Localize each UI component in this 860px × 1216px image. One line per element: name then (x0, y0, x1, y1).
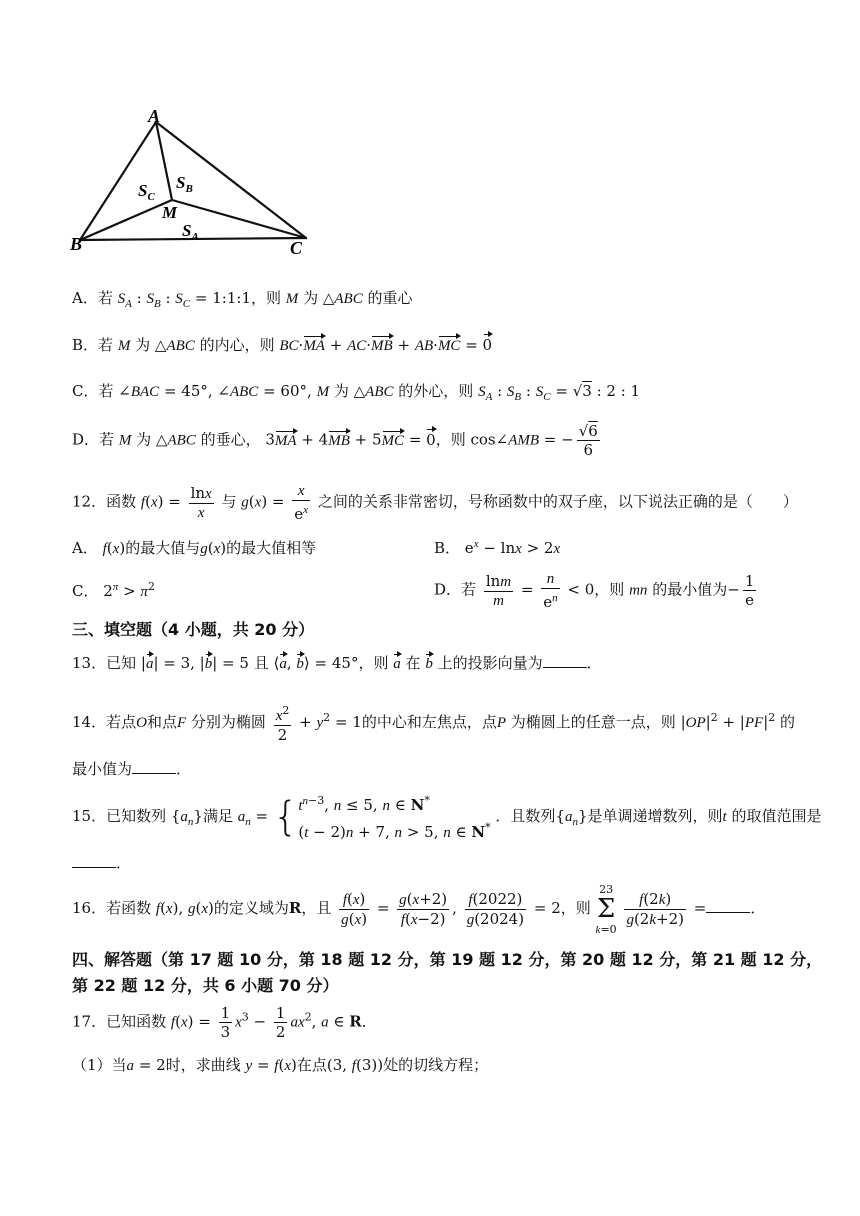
answer-blank[interactable] (132, 761, 176, 774)
section-3-title: 三、填空题（4 小题，共 20 分） (72, 620, 315, 639)
q11-option-c: C．若 ∠BAC = 45°, ∠ABC = 60°, M 为 △ABC 的外心，则 $S_A$ : $S_B$ : $S_C = √3$ : 2 : 1 (72, 382, 641, 403)
area-sa-label: $S_A$ (182, 221, 199, 243)
q12-option-d: D．若 $\frac{\ln m}{m}$ = $\frac{n}{e^n}$ < 0，则 mn 的最小值为− $\frac{1}{e}$ (434, 571, 755, 611)
q16: 16．若函数 f(x), g(x)的定义域为R，且 $\frac{f(x)}{g(x)}$ = $\frac{g(x+2)}{f(x-2)}$ , $\frac{f(2022)}{g(2024)}$ = 2，则 23 Σ k=0 $\frac{f(2k)}{g(2k+2)}$ = ． (72, 883, 766, 936)
triangle-figure (70, 100, 320, 260)
q17-part1: （1）当a = 2时，求曲线 y = f(x)在点(3, f(3))处的切线方程； (72, 1056, 489, 1074)
answer-blank[interactable] (72, 855, 116, 868)
q17-stem: 17．已知函数 f(x) = $\frac{1}{3}$ $x^3$ − $\frac{1}{2}$ $ax^2$, a ∈ R． (72, 1004, 377, 1041)
section-4-title-line1: 四、解答题（第 17 题 10 分，第 18 题 12 分，第 19 题 12 分，第 20 题 12 分，第 21 题 12 分， (72, 950, 823, 969)
q15-line2: ． (72, 852, 131, 873)
area-sc-label: $S_C$ (138, 181, 155, 203)
q11-option-b: B．若 M 为 △ABC 的内心，则 BC·MA + AC·MB + AB·MC = 0 (72, 336, 493, 354)
q12-option-c: C． $2^\pi > \pi^2$ (72, 580, 155, 600)
q14-line1: 14．若点O和点F 分别为椭圆 $\frac{x^2}{2}$ + $y^2 = 1$的中心和左焦点，点P 为椭圆上的任意一点，则 $|OP|^2 + |PF|^2$ 的 (72, 704, 796, 744)
section-4-title-line2: 第 22 题 12 分，共 6 小题 70 分） (72, 976, 339, 995)
q12-option-b: B． $e^x - \ln x > 2x$ (434, 538, 561, 557)
vertex-b-label: B (70, 234, 83, 254)
q12-stem: 12．函数 f(x) = $\frac{\ln x}{x}$ 与 g(x) = $\frac{x}{e^x}$ 之间的关系非常密切，号称函数中的双子座，以下说法正确的是（ ） (72, 483, 798, 523)
area-sb-label: $S_B$ (176, 173, 193, 195)
q15-line1: 15．已知数列 $\{a_n\}$满足 $a_n$ = { $t^{n-3}$, n ≤ 5, n ∈ N* (t − 2)n + 7, n > 5, n ∈ N* ．且数列$\{a_n\}$是单调递增数列，则t 的取值范围是 (72, 794, 822, 841)
q14-line2: 最小值为 ． (72, 760, 192, 778)
vertex-c-label: C (290, 238, 303, 258)
vertex-a-label: A (148, 106, 161, 126)
q11-option-a: A．若 $S_A$ : $S_B$ : $S_C$ = 1:1:1，则 M 为 △ABC 的重心 (72, 289, 413, 310)
answer-blank[interactable] (706, 900, 750, 913)
answer-blank[interactable] (543, 655, 587, 668)
q12-option-a: A． f(x)的最大值与g(x)的最大值相等 (72, 539, 317, 557)
point-m-label: M (162, 203, 178, 222)
q13: 13．已知 |a| = 3, |b| = 5 且 ⟨a, b⟩ = 45°，则 a 在 b 上的投影向量为 ． (72, 654, 602, 672)
q11-option-d: D．若 M 为 △ABC 的垂心， 3MA + 4MB + 5MC = 0，则 cos∠AMB = − $\frac{√6}{6}$ (72, 422, 598, 459)
